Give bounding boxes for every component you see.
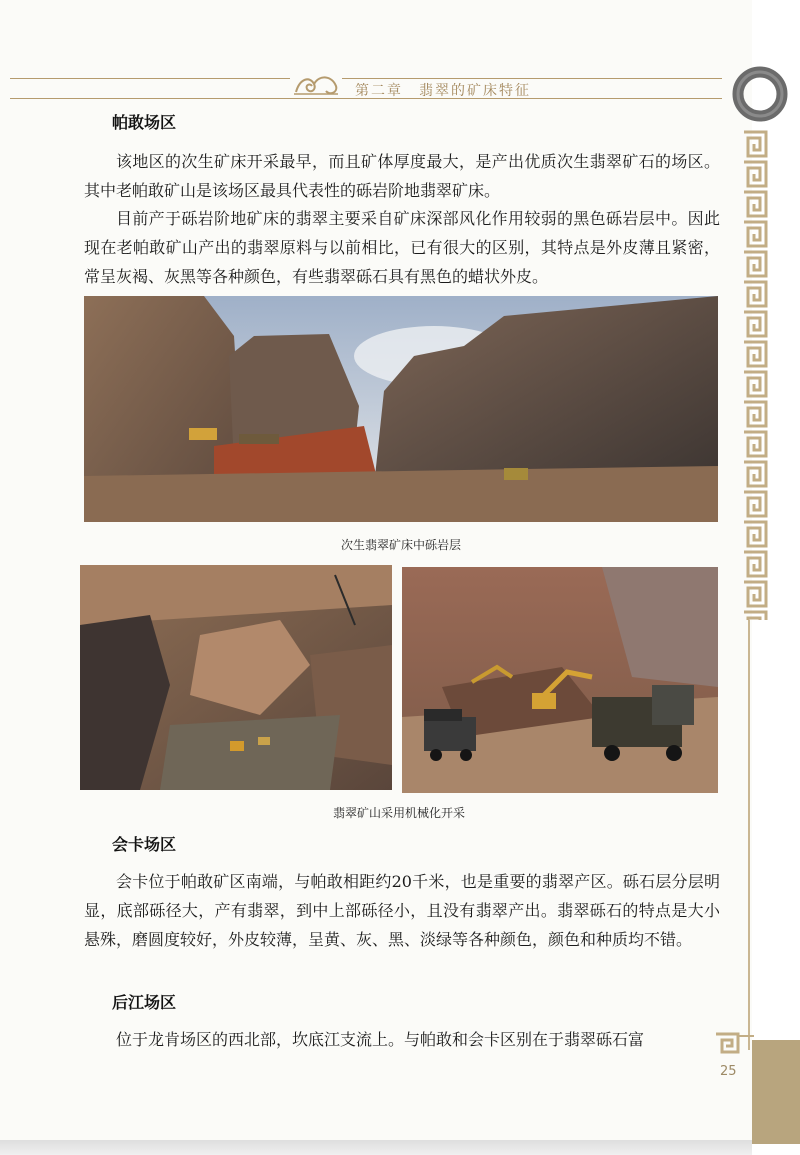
scroll-ornament-icon: [290, 72, 342, 100]
chapter-title: 第二章 翡翠的矿床特征: [355, 83, 531, 99]
figure-caption-2: 翡翠矿山采用机械化开采: [332, 806, 465, 820]
section-title-houjiang: 后江场区: [112, 993, 177, 1012]
corner-color-block: [752, 1040, 800, 1144]
pagan-paragraph-1: 该地区的次生矿床开采最早，而且矿体厚度最大，是产出优质次生翡翠矿石的场区。其中老帕敢矿山是该场区最具代表性的砾岩阶地翡翠矿床。: [84, 152, 720, 200]
photo-conglomerate-layer: [84, 296, 718, 522]
ring-tab-icon: [730, 64, 790, 124]
section-title-pagan: 帕敢场区: [112, 113, 177, 132]
greek-key-corner-icon: [714, 1032, 754, 1056]
photo-open-pit-mine: [80, 565, 392, 790]
page-edge-shadow: [0, 1140, 752, 1155]
photo-mechanized-mining: [402, 567, 718, 793]
greek-key-border-icon: [740, 130, 770, 620]
running-header: [10, 72, 722, 102]
section-title-huika: 会卡场区: [112, 835, 177, 854]
figure-caption-1: 次生翡翠矿床中砾岩层: [340, 538, 461, 552]
page-number: 25: [720, 1064, 737, 1079]
houjiang-paragraph-1: 位于龙肯场区的西北部，坎底江支流上。与帕敢和会卡区别在于翡翠砾石富: [116, 1030, 645, 1049]
huika-paragraph-1: 会卡位于帕敢矿区南端，与帕敢相距约20千米，也是重要的翡翠产区。砾石层分层明显，底部砾径大，产有翡翠，到中上部砾径小，且没有翡翠产出。翡翠砾石的特点是大小悬殊，磨圆度较好，外皮较薄，呈黄、灰、黑、淡绿等各种颜色，颜色和种质均不错。: [84, 872, 720, 949]
pagan-paragraph-2: 目前产于砾岩阶地矿床的翡翠主要采自矿床深部风化作用较弱的黑色砾岩层中。因此现在老帕敢矿山产出的翡翠原料与以前相比，已有很大的区别，其特点是外皮薄且紧密，常呈灰褐、灰黑等各种颜色，有些翡翠砾石具有黑色的蜡状外皮。: [84, 209, 720, 286]
header-rule-top: [10, 78, 722, 79]
border-vertical-rule: [748, 620, 750, 1050]
